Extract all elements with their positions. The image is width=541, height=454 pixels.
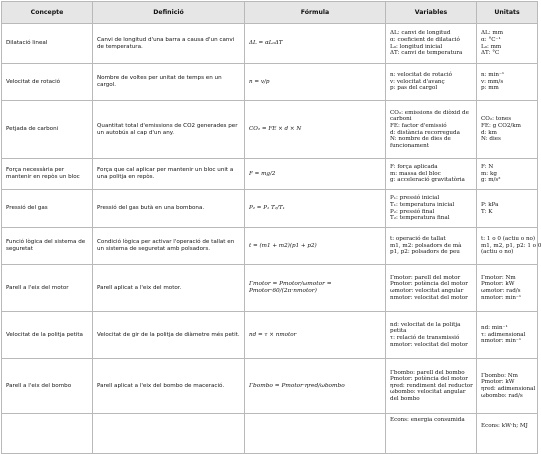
unit-line: P: kPa (481, 201, 499, 208)
unit-line: (actiu o no) (481, 249, 514, 256)
unit-line: ΔT: °C (481, 50, 500, 57)
table-header-row (2, 2, 538, 24)
variable-line: v: velocitat d'avanç (390, 78, 445, 85)
concept-cell (2, 414, 93, 454)
table-row (2, 359, 538, 414)
unit-line: T: K (481, 208, 493, 215)
unit-line: α: °C⁻¹ (481, 36, 501, 43)
unit-line: Pmotor: kW (481, 281, 515, 288)
units-cell (477, 228, 541, 265)
definition-cell: Parell aplicat a l'eix del bombo de maceració. (93, 359, 245, 414)
units-cell (477, 312, 538, 359)
formula-cell: Γbombo = Pmotor·ηred/ωbombo (245, 359, 386, 414)
variable-line: t: operació de tallat (390, 236, 446, 243)
concept-cell: Funció lògica del sistema de seguretat (2, 228, 93, 265)
units-cell (477, 265, 538, 312)
formula-cell: t = (m1 + m2)(p1 + p2) (245, 228, 386, 265)
variable-line: L₀: longitud inicial (390, 43, 443, 50)
table-row (2, 265, 538, 312)
variable-line: T₂: temperatura final (390, 215, 450, 222)
variable-line: FE: factor d'emissió (390, 122, 447, 129)
variable-line: ΔL: canvi de longitud (390, 30, 451, 37)
formula-table (1, 1, 541, 454)
variables-cell (386, 414, 477, 454)
unit-line: n: min⁻¹ (481, 72, 505, 79)
variable-line: Γbombo: parell del bombo (390, 369, 465, 376)
table-row (2, 24, 538, 64)
variable-line: nmotor: velocitat del motor (390, 341, 468, 348)
variables-cell (386, 228, 477, 265)
concept-cell: Força necessària per mantenir en repòs un bloc (2, 159, 93, 190)
table-row (2, 159, 538, 190)
variables-cell (386, 190, 477, 228)
concept-cell: Pressió del gas (2, 190, 93, 228)
variable-line: ωbombo: velocitat angular del bombo (390, 389, 466, 402)
unit-line: Pmotor: kW (481, 379, 515, 386)
variable-line: α: coeficient de dilatació (390, 36, 460, 43)
definition-cell: Quantitat total d'emissions de CO2 generades per un autobús al cap d'un any. (93, 101, 245, 159)
concept-cell: Velocitat de la politja petita (2, 312, 93, 359)
units-cell (477, 190, 538, 228)
variable-line: ΔT: canvi de temperatura (390, 50, 463, 57)
unit-line: m: kg (481, 170, 497, 177)
units-cell (477, 101, 538, 159)
unit-line: m1, m2, p1, p2: 1 o 0 (481, 242, 541, 249)
variable-line: Econs: energia consumida (390, 417, 465, 423)
header-definition: Definició (93, 2, 245, 24)
unit-line: v: mm/s (481, 78, 504, 85)
variable-line: ηred: rendiment del reductor (390, 382, 473, 389)
variables-cell (386, 64, 477, 101)
variable-line: m: massa del bloc (390, 170, 441, 177)
variable-line: ωmotor: velocitat angular (390, 288, 464, 294)
units-cell (477, 159, 538, 190)
unit-line: g: m/s² (481, 177, 501, 184)
unit-line: N: dies (481, 136, 501, 143)
variable-line: g: acceleració gravitatòria (390, 177, 465, 184)
unit-line: nmotor: min⁻¹ (481, 294, 522, 301)
variable-line: τ: relació de transmissió (390, 335, 460, 341)
unit-line: CO₂: tones (481, 116, 512, 123)
variable-line: nmotor: velocitat del motor (390, 294, 468, 301)
unit-line: ωmotor: rad/s (481, 288, 521, 294)
definition-cell: Velocitat de gir de la politja de diàmetre més petit. (93, 312, 245, 359)
unit-line: d: km (481, 129, 497, 136)
concept-cell: Petjada de carboni (2, 101, 93, 159)
definition-cell: Parell aplicat a l'eix del motor. (93, 265, 245, 312)
table-row (2, 190, 538, 228)
formula-cell: F = mg/2 (245, 159, 386, 190)
variables-cell (386, 101, 477, 159)
unit-line: L₀: mm (481, 43, 502, 50)
variable-line: d: distància recorreguda (390, 129, 460, 136)
formula-cell (245, 414, 386, 454)
variable-line: p1, p2: polsadors de peu (390, 249, 460, 256)
formula-cell: nd = τ × nmotor (245, 312, 386, 359)
unit-line: t: 1 o 0 (actiu o no) (481, 236, 536, 243)
variable-line: Pmotor: potència del motor (390, 376, 468, 383)
unit-line: Γbombo: Nm (481, 372, 518, 379)
formula-cell: P₂ = P₁ T₂/T₁ (245, 190, 386, 228)
variable-line: m1, m2: polsadors de mà (390, 242, 462, 249)
unit-line: ωbombo: rad/s (481, 392, 523, 399)
variable-line: F: força aplicada (390, 164, 438, 171)
variable-line: Pmotor: potència del motor (390, 281, 468, 288)
variable-line: T₁: temperatura inicial (390, 201, 455, 208)
definition-cell: Pressió del gas butà en una bombona. (93, 190, 245, 228)
table-row (2, 64, 538, 101)
formula-cell: CO₂ = FE × d × N (245, 101, 386, 159)
unit-line: p: mm (481, 85, 499, 92)
unit-line: Econs: kW·h; MJ (481, 423, 528, 429)
variable-line: CO₂: emissions de diòxid de carboni (390, 109, 469, 123)
unit-line: F: N (481, 164, 494, 171)
definition-cell: Condició lògica per activar l'operació de tallat en un sistema de seguretat amb polsadors. (93, 228, 245, 265)
unit-line: Γmotor: Nm (481, 274, 516, 281)
variables-cell (386, 312, 477, 359)
table-row (2, 101, 538, 159)
unit-line: nmotor: min⁻¹ (481, 338, 522, 345)
concept-cell: Parell a l'eix del bombo (2, 359, 93, 414)
definition-cell: Canvi de longitud d'una barra a causa d'un canvi de temperatura. (93, 24, 245, 64)
table-row (2, 312, 538, 359)
table-row (2, 414, 538, 454)
concept-cell: Dilatació lineal (2, 24, 93, 64)
unit-line: τ: adimensional (481, 331, 526, 338)
header-units: Unitats (477, 2, 538, 24)
formula-cell: n = v/p (245, 64, 386, 101)
formula-cell: ΔL = αL₀ΔT (245, 24, 386, 64)
variables-cell (386, 265, 477, 312)
definition-cell (93, 414, 245, 454)
unit-line: FE: g CO2/km (481, 122, 521, 129)
header-variables: Variables (386, 2, 477, 24)
definition-cell: Força que cal aplicar per mantenir un bloc unit a una politja en repòs. (93, 159, 245, 190)
unit-line: nd: min⁻¹ (481, 325, 508, 332)
variable-line: nd: velocitat de la politja petita (390, 321, 461, 335)
header-formula: Fórmula (245, 2, 386, 24)
variables-cell (386, 159, 477, 190)
variable-line: P₁: pressió inicial (390, 195, 440, 202)
variable-line: Γmotor: parell del motor (390, 274, 461, 281)
units-cell (477, 24, 538, 64)
concept-cell: Parell a l'eix del motor (2, 265, 93, 312)
units-cell (477, 414, 538, 454)
header-concept: Concepte (2, 2, 93, 24)
units-cell (477, 64, 538, 101)
variable-line: p: pas del cargol (390, 85, 438, 92)
table-row (2, 228, 538, 265)
concept-cell: Velocitat de rotació (2, 64, 93, 101)
variable-line: n: velocitat de rotació (390, 72, 453, 79)
definition-cell: Nombre de voltes per unitat de temps en un cargol. (93, 64, 245, 101)
variables-cell (386, 24, 477, 64)
variable-line: N: nombre de dies de funcionament (390, 136, 451, 149)
units-cell (477, 359, 538, 414)
unit-line: ΔL: mm (481, 30, 504, 37)
unit-line: ηred: adimensional (481, 386, 536, 392)
variables-cell (386, 359, 477, 414)
variable-line: P₂: pressió final (390, 208, 435, 215)
formula-cell: Γmotor = Pmotor/ωmotor = Pmotor·60/(2π·nmotor) (245, 265, 386, 312)
